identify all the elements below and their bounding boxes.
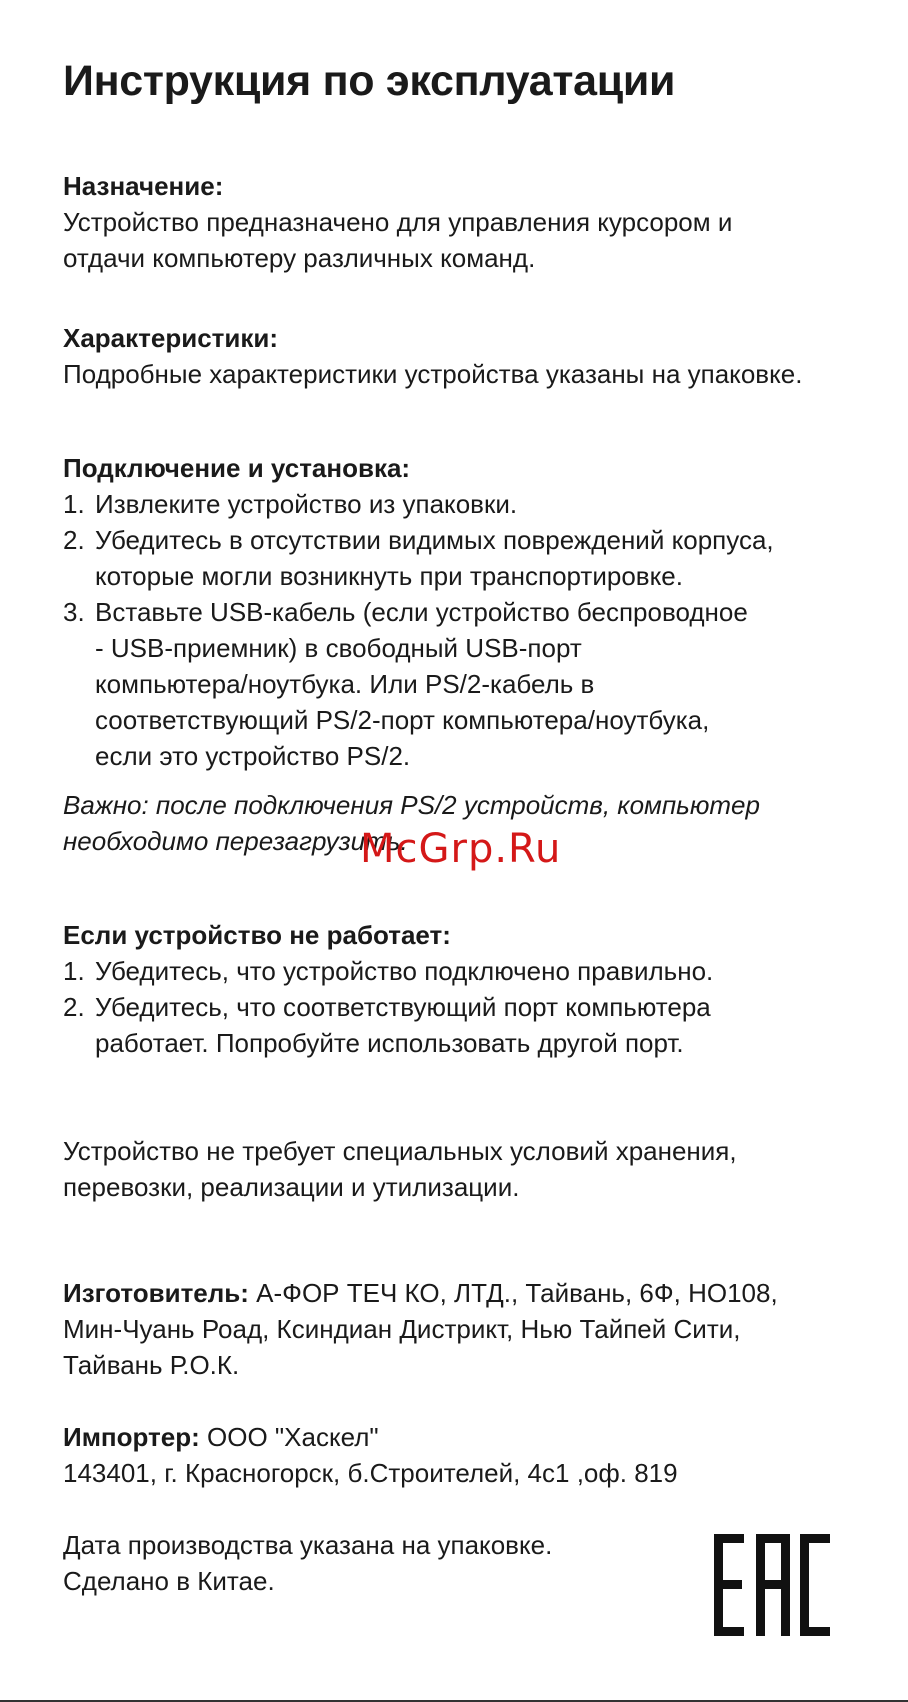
step-number: 2.: [63, 525, 85, 555]
install-heading: Подключение и установка:: [63, 453, 411, 483]
manufacturer-section: [63, 1275, 863, 1383]
note-line: необходимо перезагрузить.: [63, 826, 408, 856]
list-item: [63, 486, 863, 522]
list-item: [63, 953, 863, 989]
page-title: Инструкция по эксплуатации: [63, 57, 676, 105]
production-date-note: Дата производства указана на упаковке.: [63, 1530, 553, 1560]
importer-name: ООО "Хаскел": [207, 1422, 379, 1452]
manufacturer-line: [63, 1275, 863, 1311]
manufacturer-country: Тайвань Р.О.К.: [63, 1350, 240, 1380]
storage-line: перевозки, реализации и утилизации.: [63, 1172, 520, 1202]
manufacturer-address: А-ФОР ТЕЧ КО, ЛТД., Тайвань, 6Ф, НО108,: [256, 1278, 778, 1308]
step-line: соответствующий PS/2-порт компьютера/ноутбука,: [95, 705, 710, 735]
step-number: 2.: [63, 992, 85, 1022]
step-line: Извлеките устройство из упаковки.: [95, 489, 518, 519]
purpose-section: [63, 168, 863, 276]
importer-address: 143401, г. Красногорск, б.Строителей, 4с1 ,оф. 819: [63, 1458, 678, 1488]
importer-line: [63, 1419, 863, 1455]
importer-label: Импортер:: [63, 1422, 200, 1452]
troubleshooting-heading: Если устройство не работает:: [63, 920, 451, 950]
step-line: - USB-приемник) в свободный USB-порт: [95, 633, 582, 663]
step-line: Убедитесь, что соответствующий порт компьютера: [95, 992, 711, 1022]
step-line: Убедитесь, что устройство подключено правильно.: [95, 956, 714, 986]
watermark-text: McGrp.Ru: [360, 826, 562, 872]
step-line: которые могли возникнуть при транспортировке.: [95, 561, 683, 591]
specs-heading: Характеристики:: [63, 323, 279, 353]
purpose-heading: Назначение:: [63, 171, 224, 201]
step-line: компьютера/ноутбука. Или PS/2-кабель в: [95, 669, 595, 699]
step-number: 1.: [63, 489, 85, 519]
specs-text: Подробные характеристики устройства указаны на упаковке.: [63, 359, 803, 389]
list-item: [63, 522, 863, 594]
importer-section: [63, 1419, 863, 1491]
made-in-note: Сделано в Китае.: [63, 1566, 275, 1596]
list-item: [63, 989, 863, 1061]
note-line: Важно: после подключения PS/2 устройств, компьютер: [63, 790, 760, 820]
list-item: [63, 594, 863, 774]
eac-mark-icon: [714, 1534, 830, 1636]
storage-line: Устройство не требует специальных условий хранения,: [63, 1136, 737, 1166]
purpose-line: отдачи компьютеру различных команд.: [63, 243, 536, 273]
step-line: Убедитесь в отсутствии видимых повреждений корпуса,: [95, 525, 774, 555]
install-section: [63, 450, 863, 859]
step-line: Вставьте USB-кабель (если устройство беспроводное: [95, 597, 748, 627]
step-line: работает. Попробуйте использовать другой порт.: [95, 1028, 684, 1058]
storage-section: [63, 1133, 863, 1205]
manufacturer-address-line: Мин-Чуань Роад, Ксиндиан Дистрикт, Нью Тайпей Сити,: [63, 1314, 741, 1344]
troubleshooting-steps: [63, 953, 863, 1061]
purpose-line: Устройство предназначено для управления курсором и: [63, 207, 733, 237]
manufacturer-label: Изготовитель:: [63, 1278, 249, 1308]
specs-section: [63, 320, 863, 392]
step-number: 1.: [63, 956, 85, 986]
step-line: если это устройство PS/2.: [95, 741, 411, 771]
troubleshooting-section: [63, 917, 863, 1061]
step-number: 3.: [63, 597, 85, 627]
install-steps: [63, 486, 863, 774]
